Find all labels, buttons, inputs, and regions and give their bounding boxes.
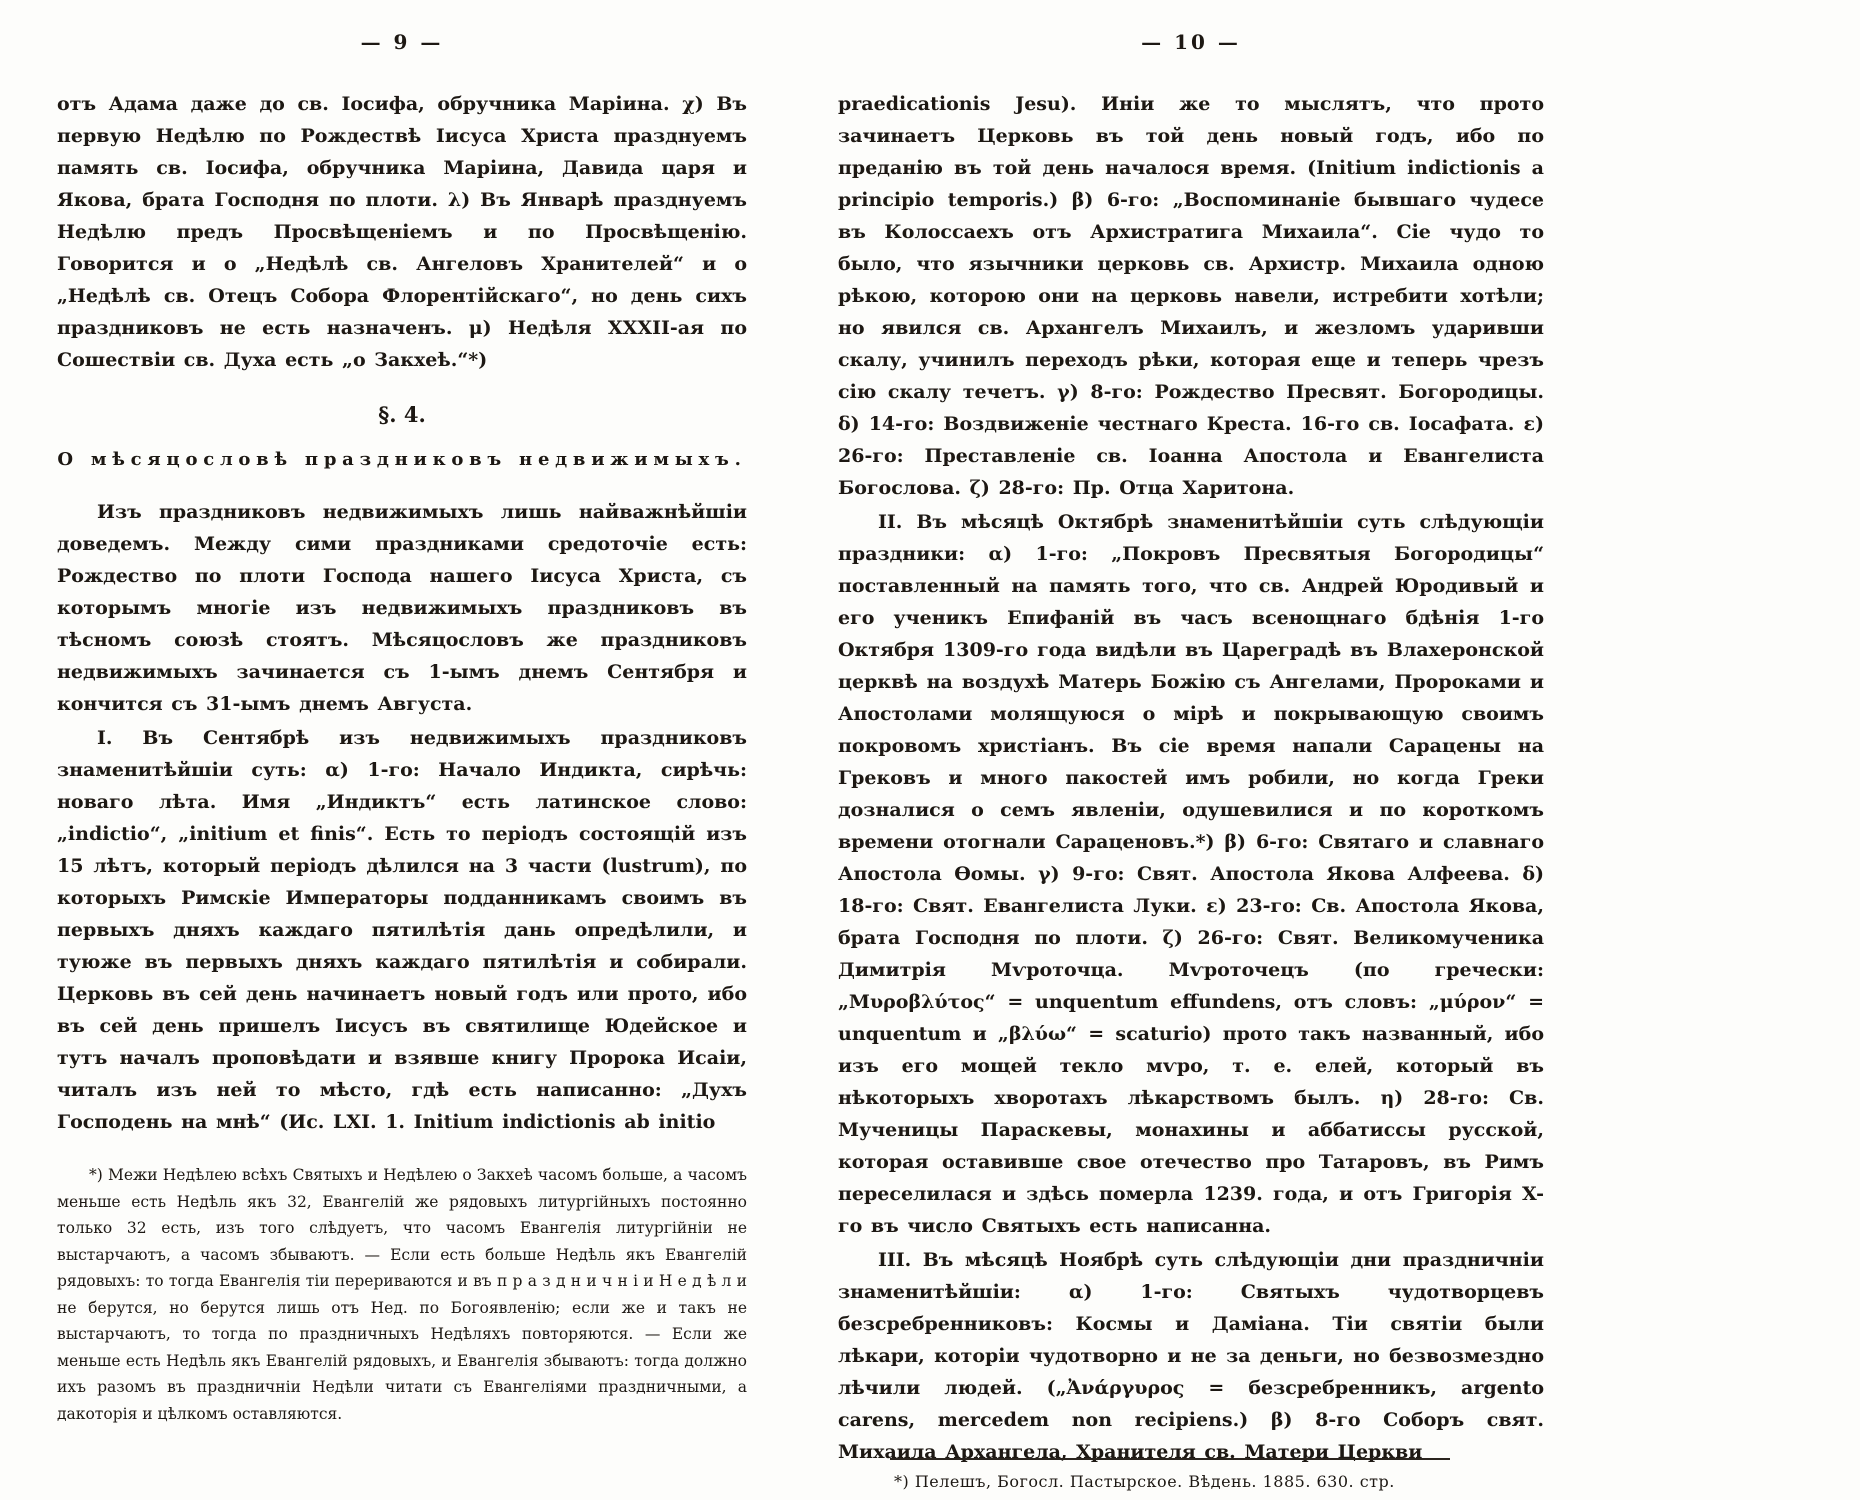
page-9-paragraph-continuation: отъ Адама даже до св. Іосифа, обручника Маріина. χ) Въ первую Недѣлю по Рождествѣ Іисуса Христа празднуемъ память св. Іосифа, обручника Маріина, Давида царя и Якова, брата Господня по плоти. λ) Въ Январѣ празднуемъ Недѣлю предъ Просвѣщеніемъ и по Просвѣщенію. Говорится и о „Недѣлѣ св. Ангеловъ Хранителей“ и о „Недѣлѣ св. Отецъ Собора Флорентійскаго“, но день сихъ праздниковъ не есть назначенъ. μ) Недѣля XXXII-ая по Сошествіи св. Духа есть „о Закхеѣ.“*) [57, 93, 747, 371]
page-9-number: — 9 — [360, 30, 444, 54]
section-4-mark: §. 4. [378, 402, 426, 427]
footnote-rule [890, 1458, 1450, 1460]
page-10-footnote [838, 1458, 1544, 1495]
page-10 [838, 0, 1544, 1500]
section-4-title: О мѣсяцословѣ праздниковъ недвижимыхъ. [57, 449, 747, 470]
page-9-footnote [57, 1162, 747, 1427]
page-10-number: — 10 — [1141, 30, 1241, 54]
page-10-footnote-text: *) Пелешъ, Богосл. Пастырское. Вѣдень. 1885. 630. стр. [894, 1472, 1395, 1491]
page-10-paragraph-1: II. Въ мѣсяцѣ Октябрѣ знаменитѣйшіи суть слѣдующіи праздники: α) 1-го: „Покровъ Пресвятыя Богородицы“ поставленный на память того, что св. Андрей Юродивый и его ученикъ Епифаній въ часъ всенощнаго бдѣнія 1-го Октября 1309-го года видѣли въ Цареградѣ въ Влахеронской церквѣ на воздухѣ Матерь Божію съ Ангелами, Пророками и Апостолами молящуюся о мірѣ и покрывающую своимъ покровомъ христіанъ. Въ сіе время напали Сарацены на Грековъ и много пакостей имъ робили, но когда Греки дозналися о семъ явленіи, одушевилися и по короткомъ времени отогнали Сараценовъ.*) β) 6-го: Святаго и славнаго Апостола Ѳомы. γ) 9-го: Свят. Апостола Якова Алфеева. δ) 18-го: Свят. Евангелиста Луки. ε) 23-го: Св. Апостола Якова, брата Господня по плоти. ζ) 26-го: Свят. Великомученика Димитрія Мѵроточца. Мѵроточецъ (по гречески: „Μυροβλύτος“ = unquentum effundens, отъ словъ: „μύρον“ = unquentum и „βλύω“ = scaturio) прото такъ названный, ибо изъ его мощей текло мѵро, т. е. елей, который въ нѣкоторыхъ хворотахъ лѣкарствомъ былъ. η) 28-го: Св. Мученицы Параскевы, монахины и аббатиссы русской, которая оставивше свое отечество про Татаровъ, въ Римъ переселилася и здѣсь померла 1239. года, и отъ Григорія X-го въ число Святыхъ есть написанна. [838, 511, 1544, 1237]
page-10-paragraph-continuation: praedicationis Jesu). Иніи же то мыслятъ, что прото зачинаетъ Церковь въ той день новый годъ, ибо по преданію въ той день началося время. (Initium indictionis a principio temporis.) β) 6-го: „Воспоминаніе бывшаго чудесе въ Колоссаехъ отъ Архистратига Михаила“. Сіе чудо то было, что язычники церковь св. Архистр. Михаила одною рѣкою, которою они на церковь навели, истребити хотѣли; но явился св. Архангелъ Михаилъ, и жезломъ ударивши скалу, учинилъ переходъ рѣки, которая еще и теперь чрезъ сію скалу течетъ. γ) 8-го: Рождество Пресвят. Богородицы. δ) 14-го: Воздвиженіе честнаго Креста. 16-го св. Іосафата. ε) 26-го: Преставленіе св. Іоанна Апостола и Евангелиста Богослова. ζ) 28-го: Пр. Отца Харитона. [838, 93, 1544, 499]
page-9 [57, 0, 747, 1500]
page-9-paragraph-1: Изъ праздниковъ недвижимыхъ лишь найважнѣйшіи доведемъ. Между сими праздниками средоточіе есть: Рождество по плоти Господа нашего Іисуса Христа, съ которымъ многіе изъ недвижимыхъ праздниковъ въ тѣсномъ союзѣ стоятъ. Мѣсяцословъ же праздниковъ недвижимыхъ зачинается съ 1-ымъ днемъ Сентября и кончится съ 31-ымъ днемъ Августа. [57, 501, 747, 715]
page-9-paragraph-2: I. Въ Сентябрѣ изъ недвижимыхъ праздниковъ знаменитѣйшіи суть: α) 1-го: Начало Индикта, сирѣчь: новаго лѣта. Имя „Индиктъ“ есть латинское слово: „indictio“, „initium et finis“. Есть то періодъ состоящій изъ 15 лѣтъ, который періодъ дѣлился на 3 части (lustrum), по которыхъ Римскіе Императоры подданникамъ своимъ въ первыхъ дняхъ каждаго пятилѣтія дань опредѣлили, и туюже въ первыхъ дняхъ каждаго пятилѣтія и собирали. Церковь въ сей день начинаетъ новый годъ или прото, ибо въ сей день пришелъ Іисусъ въ святилище Юдейское и тутъ началъ проповѣдати и взявше книгу Пророка Исаіи, читалъ изъ ней то мѣсто, гдѣ есть написанно: „Духъ Господень на мнѣ“ (Ис. LXI. 1. Initium indictionis ab initio [57, 727, 747, 1133]
page-9-footnote-text: *) Межи Недѣлею всѣхъ Святыхъ и Недѣлею о Закхеѣ часомъ больше, а часомъ меньше есть Недѣль якъ 32, Евангелій же рядовыхъ литургійныхъ постоянно только 32 есть, изъ того слѣдуетъ, что часомъ Евангелія литургійніи не выстарчаютъ, а часомъ збываютъ. — Если есть больше Недѣль якъ Евангелій рядовыхъ: то тогда Евангелія тіи перериваются и въ п р а з д н и ч н і и Н е д ѣ л и не берутся, но берутся лишь отъ Нед. по Богоявленію; если же и такъ не выстарчаютъ, то тогда по праздничныхъ Недѣляхъ повторяются. — Если же меньше есть Недѣль якъ Евангелій рядовыхъ, и Евангелія збываютъ: тогда должно ихъ разомъ въ праздничніи Недѣли читати съ Евангеліями праздничными, а дакоторія и цѣлкомъ оставляются. [57, 1166, 747, 1423]
page-10-paragraph-2: III. Въ мѣсяцѣ Ноябрѣ суть слѣдующіи дни праздничніи знаменитѣйшіи: α) 1-го: Святыхъ чудотворцевъ безсребренниковъ: Космы и Даміана. Тіи святіи были лѣкари, которіи чудотворно и не за деньги, но безвозмездно лѣчили людей. („Ἀνάργυρος = безсребренникъ, argento carens, mercedem non recipiens.) β) 8-го Соборъ свят. Михаила Архангела, Хранителя св. Матери Церкви [838, 1249, 1544, 1463]
